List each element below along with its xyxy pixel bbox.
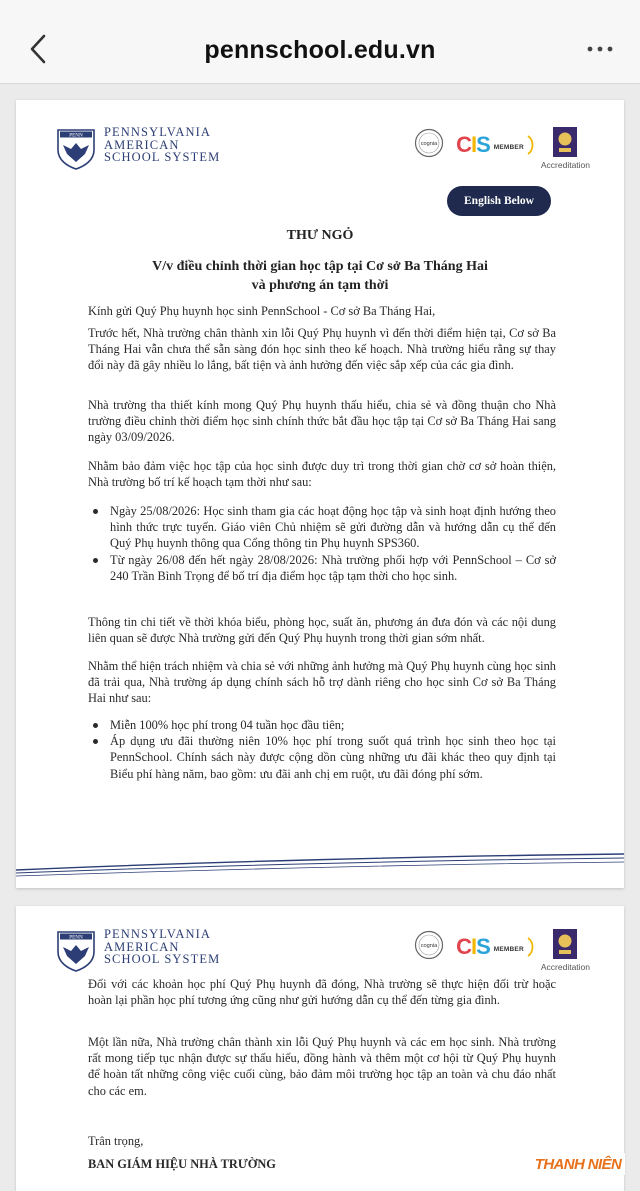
paragraph-details: Thông tin chi tiết về thời khóa biểu, phòng học, suất ăn, phương án đưa đón và các nội dung liên quan sẽ được Nhà trường gửi đến Quý Phụ huynh trong thời gian sớm nhất. <box>88 615 556 646</box>
eagle-crest-icon <box>54 126 98 170</box>
logo-line-3: SCHOOL SYSTEM <box>104 150 221 165</box>
signature-board: BAN GIÁM HIỆU NHÀ TRƯỜNG <box>88 1157 276 1171</box>
paragraph-refund: Đối với các khoản học phí Quý Phụ huynh đã đóng, Nhà trường sẽ thực hiện đối trừ hoặc hoàn lại phần học phí tương ứng cũng như gửi hướng dẫn cụ thể đến từng gia đình. <box>88 977 556 1008</box>
thanh-nien-watermark: THANH NIÊN <box>531 1153 625 1175</box>
school-logo <box>54 126 220 170</box>
accreditation-shield-icon <box>552 126 578 158</box>
greeting: Kính gửi Quý Phụ huynh học sinh PennSchool - Cơ sở Ba Tháng Hai, <box>88 304 436 318</box>
address-bar-url[interactable]: pennschool.edu.vn <box>204 36 436 64</box>
cis-member-badge: C I S MEMBER <box>456 934 535 960</box>
logo-line-2: AMERICAN <box>104 137 180 152</box>
letter-title: THƯ NGỎ <box>286 228 354 243</box>
svg-text:PENN: PENN <box>69 132 83 139</box>
list-item: Ngày 25/08/2026: Học sinh tham gia các hoạt động học tập và sinh hoạt định hướng theo hình thức trực tuyến. Giáo viên Chủ nhiệm sẽ gửi đường dẫn và hướng dẫn cụ thể đến Quý Phụ huynh thông qua Cổng thông tin Phụ huynh SPS360. <box>88 503 556 552</box>
letter-subtitle: V/v điều chỉnh thời gian học tập tại Cơ sở Ba Tháng Hai và phương án tạm thời <box>152 259 488 293</box>
footer-decorative-lines <box>16 852 624 878</box>
more-options-icon[interactable] <box>586 44 614 54</box>
svg-text:cognia: cognia <box>420 943 438 949</box>
logo-line-1: PENNSYLVANIA <box>104 927 211 941</box>
paragraph-apology: Trước hết, Nhà trường chân thành xin lỗi Quý Phụ huynh vì đến thời điểm hiện tại, Cơ sở Ba Tháng Hai vẫn chưa thể sẵn sàng đón học sinh theo kế hoạch. Nhà trường hiểu rằng sự thay đổi này đã gây nhiều lo lắng, bất tiện và ảnh hưởng đến việc sắp xếp của các gia đình. <box>88 326 556 373</box>
cognia-badge-icon <box>414 128 444 158</box>
cis-arc-icon <box>527 135 535 155</box>
cognia-badge-icon <box>414 930 444 960</box>
support-bullet-list <box>88 717 556 782</box>
paragraph-closing-apology: Một lần nữa, Nhà trường chân thành xin lỗi Quý Phụ huynh và các em học sinh. Nhà trường rất mong tiếp tục nhận được sự thấu hiểu, đồng hành và thêm một cơ hội từ Quý Phụ huynh để hoàn tất những công việc cuối cùng, bảo đảm môi trường học tập an toàn và chu đáo nhất cho các em. <box>88 1035 556 1098</box>
cis-member-badge: C I S MEMBER <box>456 132 535 158</box>
accreditation-badges <box>414 126 590 170</box>
accreditation-shield-icon <box>552 928 578 960</box>
school-logo <box>54 928 220 972</box>
cis-arc-icon <box>527 937 535 957</box>
list-item: Từ ngày 26/08 đến hết ngày 28/08/2026: Nhà trường phối hợp với PennSchool – Cơ sở 240 Trần Bình Trọng để bố trí địa điểm học tập tạm thời cho học sinh. <box>88 552 556 584</box>
closing-salutation: Trân trọng, <box>88 1134 144 1148</box>
paragraph-temporary-plan: Nhằm bảo đảm việc học tập của học sinh được duy trì trong thời gian chờ cơ sở hoàn thiện, Nhà trường bố trí kế hoạch tạm thời như sau: <box>88 459 556 490</box>
english-below-button[interactable]: English Below <box>447 186 551 216</box>
eagle-crest-icon <box>54 928 98 972</box>
svg-text:cognia: cognia <box>420 141 438 147</box>
logo-line-2: AMERICAN <box>104 939 180 954</box>
paragraph-schedule-change: Nhà trường tha thiết kính mong Quý Phụ huynh thấu hiểu, chia sẻ và đồng thuận cho Nhà trường điều chỉnh thời điểm học sinh chính thức bắt đầu học tập tại Cơ sở Ba Tháng Hai sang ngày 03/09/2026. <box>88 398 556 445</box>
browser-top-bar <box>0 0 640 84</box>
paragraph-support: Nhằm thể hiện trách nhiệm và chia sẻ với những ảnh hưởng mà Quý Phụ huynh cùng học sinh đã trải qua, Nhà trường áp dụng chính sách hỗ trợ dành riêng cho học sinh Cơ sở Ba Tháng Hai như sau: <box>88 659 556 706</box>
accreditation-badge: Accreditation <box>541 928 590 972</box>
accreditation-badge: Accreditation <box>541 126 590 170</box>
svg-text:PENN: PENN <box>69 934 83 941</box>
list-item: Miễn 100% học phí trong 04 tuần học đầu tiên; <box>88 717 556 733</box>
logo-line-3: SCHOOL SYSTEM <box>104 952 221 967</box>
logo-line-1: PENNSYLVANIA <box>104 125 211 139</box>
plan-bullet-list <box>88 503 556 584</box>
letter-page-1 <box>16 100 624 888</box>
list-item: Áp dụng ưu đãi thường niên 10% học phí trong suốt quá trình học sinh theo học tại PennSchool. Chính sách này được cộng dồn cùng những ưu đãi khác theo quy định tại Biểu phí hàng năm, bao gồm: ưu đãi anh chị em ruột, ưu đãi đóng phí sớm. <box>88 733 556 782</box>
accreditation-badges <box>414 928 590 972</box>
letter-page-2 <box>16 906 624 1191</box>
